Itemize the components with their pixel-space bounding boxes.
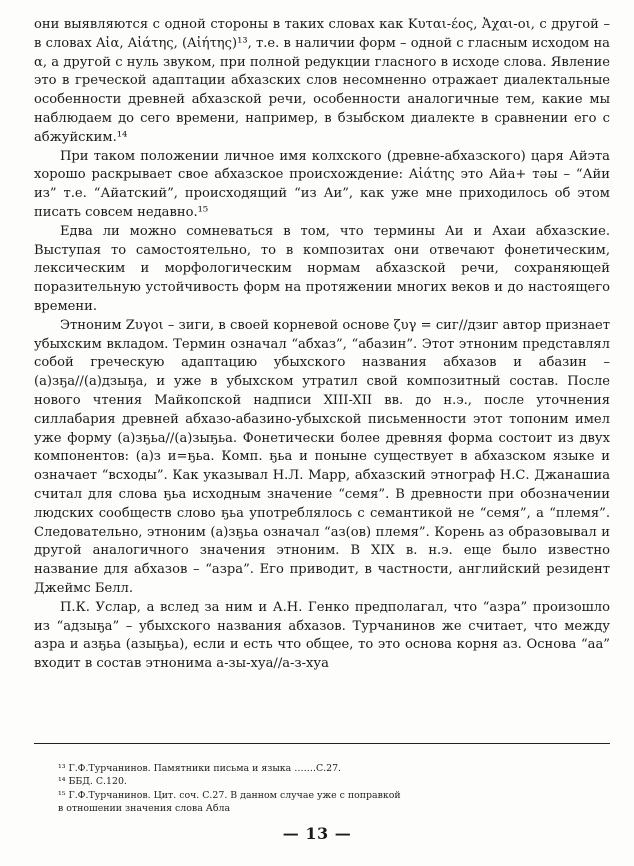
footnote-divider — [34, 743, 610, 744]
paragraph-4: Этноним Ζυγοι – зиги, в своей корневой основе ζυγ = сиг//дзиг автор признает убыхским вкладом. Термин означал “абхаз”, “абазин”. Этот этноним представлял собой греческую адаптацию убыхского названия абхазов и абазин – (а)зҕа//(а)дзыҕа, и уже в убыхском утратил свой композитный состав. После нового чтения Майкопской надписи XIII-XII вв. до н.э., после уточнения силлабария древней абхазо-абазино-убыхской письменности этот топоним имел уже форму (а)зҕьа//(а)зыҕьа. Фонетически более древняя форма состоит из двух компонентов: (а)з и=ҕьа. Комп. ҕьа и поныне существует в абхазском языке и означает “всходы”. Как указывал Н.Л. Марр, абхазский этнограф Н.С. Джанашиа считал для слова ҕьа исходным значение “семя”. В древности при обозначении людских сообществ слово ҕьа употреблялось с семантикой не “семя”, а “племя”. Следовательно, этноним (а)зҕьа означал “аз(ов) племя”. Корень аз образовывал и другой аналогичного значения этноним. В XIX в. н.э. еще было известно название для абхазов – “азра”. Его приводит, в частности, английский резидент Джеймс Белл. — [34, 317, 610, 596]
footnote-15: ¹⁵ Г.Ф.Турчанинов. Цит. соч. С.27. В данном случае уже с поправкой — [58, 789, 401, 801]
paragraph-5: П.К. Услар, а вслед за ним и А.Н. Генко предполагал, что “азра” произошло из “адзыҕа” – убыхского названия абхазов. Турчанинов же считает, что между азра и азҕьа (азыҕьа), если и есть что общее, то это основа корня аз. Основа “аа” входит в состав этнонима а-зы-хуа//а-з-хуа — [34, 599, 610, 672]
footnote-13: ¹³ Г.Ф.Турчанинов. Памятники письма и языка …….С.27. — [58, 763, 342, 774]
paragraph-3: Едва ли можно сомневаться в том, что термины Аи и Ахаи абхазские. Выступая то самостоятельно, то в композитах они отвечают фонетическим, лексическим и морфологическим нормам абхазской речи, сохраняющей поразительную устойчивость форм на протяжении многих веков и до настоящего времени. — [34, 223, 610, 314]
body-text — [34, 16, 610, 674]
paragraph-2: При таком положении личное имя колхского (древне-абхазского) царя Айэта хорошо раскрывает свое абхазское происхождение: Αἰάτης это Айа+ тәы – “Айи из” т.е. “Айатский”, происходящий “из Аи”, как уже мне приходилось об этом писать совсем недавно.¹⁵ — [34, 148, 610, 220]
page-number: — 13 — — [282, 824, 352, 843]
footnote-15-continuation: в отношении значения слова Абла — [58, 803, 231, 815]
footnote-14: ¹⁴ ББД. С.120. — [58, 776, 127, 788]
footnotes — [58, 762, 598, 816]
paragraph-1: они выявляются с одной стороны в таких словах как Κυται-έος, Ἀχαι-οι, с другой – в словах Αἰα, Αἰάτης, (Αἰήτης)¹³, т.е. в наличии форм – одной с гласным исходом на α, а другой с нуль звуком, при полной редукции гласного в исходе слова. Явление это в греческой адаптации абхазских слов несомненно отражает диалектальные особенности древней абхазской речи, особенности аналогичные тем, какие мы наблюдаем до сего времени, например, в бзыбском диалекте в сравнении его с абжуйским.¹⁴ — [34, 17, 610, 145]
